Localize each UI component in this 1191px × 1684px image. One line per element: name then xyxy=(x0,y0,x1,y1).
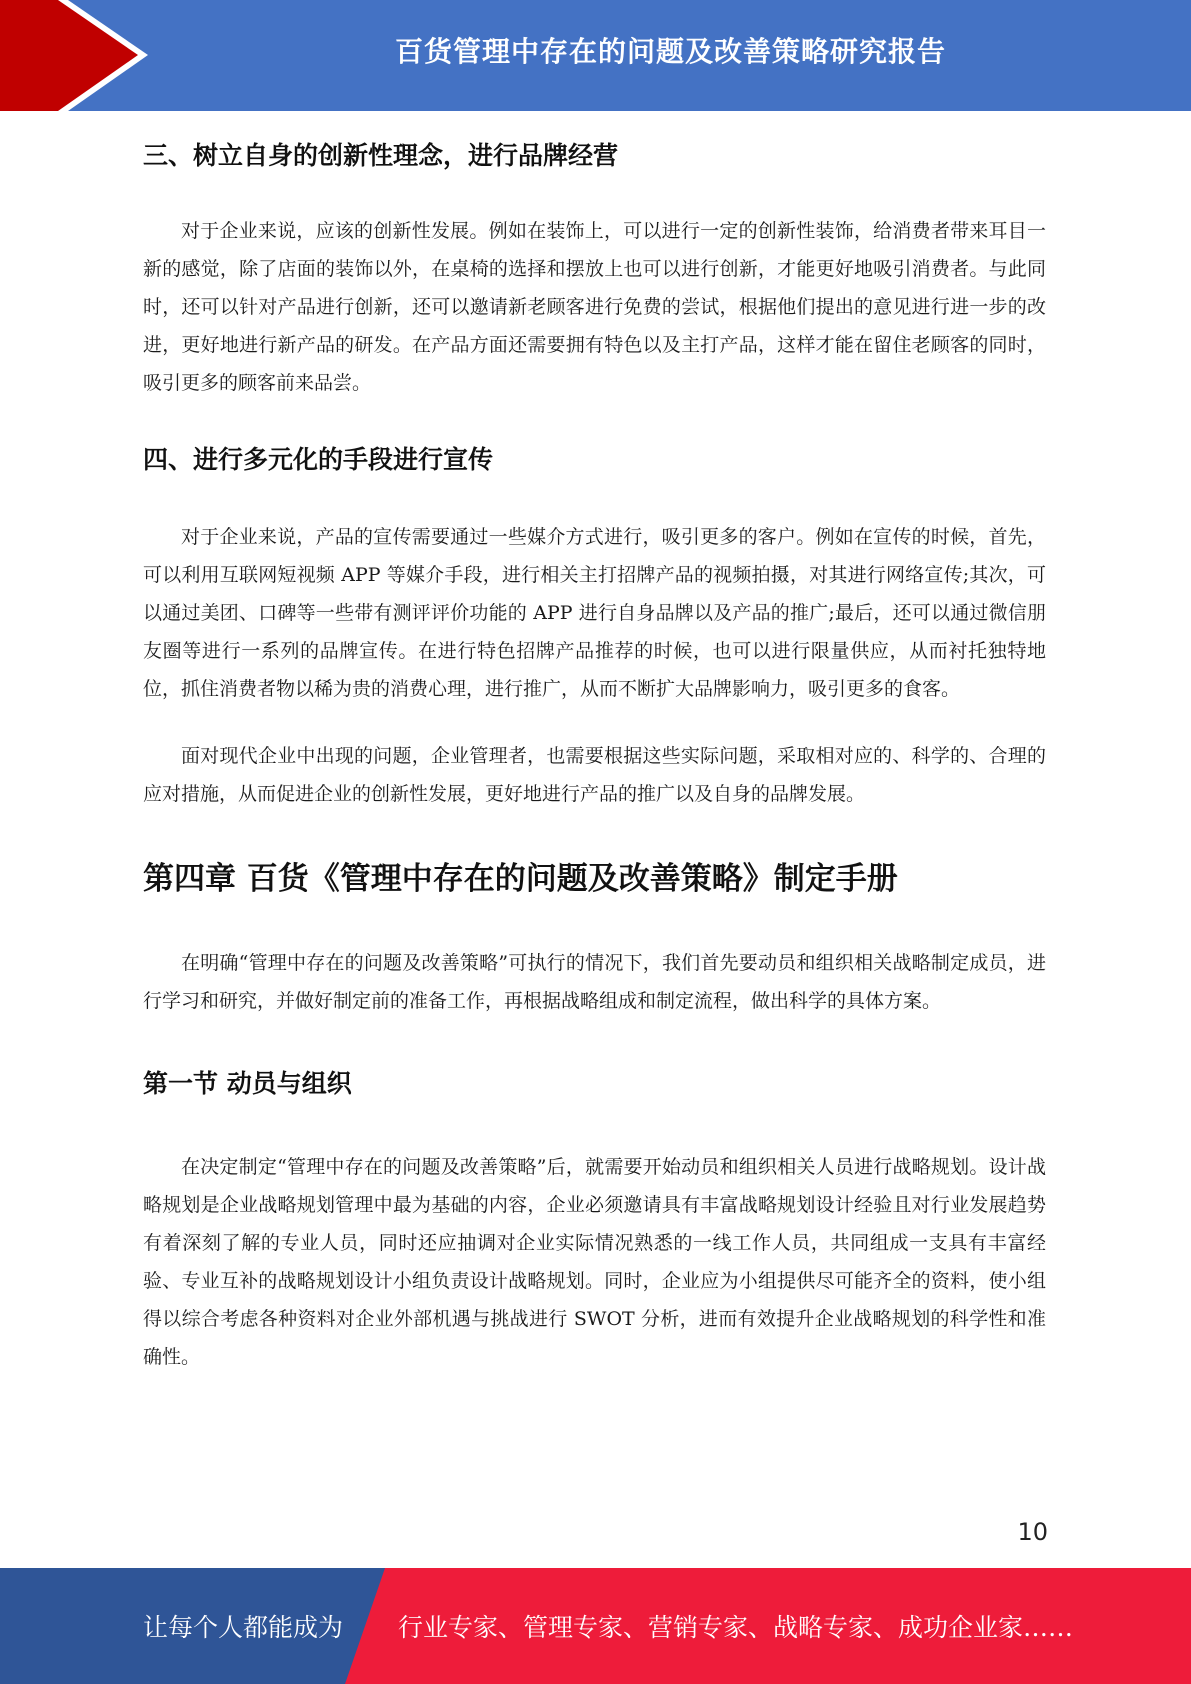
section-heading: 四、进行多元化的手段进行宣传 xyxy=(143,445,494,474)
paragraph: 在明确“管理中存在的问题及改善策略”可执行的情况下，我们首先要动员和组织相关战略制定成员，进行学习和研究，并做好制定前的准备工作，再根据战略组成和制定流程，做出科学的具体方案。 xyxy=(143,952,1046,1012)
paragraph: 面对现代企业中出现的问题，企业管理者，也需要根据这些实际问题，采取相对应的、科学的、合理的应对措施，从而促进企业的创新性发展，更好地进行产品的推广以及自身的品牌发展。 xyxy=(143,745,1046,805)
page-header xyxy=(0,0,1191,111)
footer-slogan-right: 行业专家、管理专家、营销专家、战略专家、成功企业家…… xyxy=(398,1613,1074,1642)
page-footer xyxy=(0,1568,1191,1684)
page-number: 10 xyxy=(1017,1518,1048,1546)
document-body xyxy=(143,111,1046,1376)
subsection-heading: 第一节 动员与组织 xyxy=(143,1069,352,1098)
paragraph: 在决定制定“管理中存在的问题及改善策略”后，就需要开始动员和组织相关人员进行战略规划。设计战略规划是企业战略规划管理中最为基础的内容，企业必须邀请具有丰富战略规划设计经验且对行业发展趋势有着深刻了解的专业人员，同时还应抽调对企业实际情况熟悉的一线工作人员，共同组成一支具有丰富经验、专业互补的战略规划设计小组负责设计战略规划。同时，企业应为小组提供尽可能齐全的资料，使小组得以综合考虑各种资料对企业外部机遇与挑战进行 SWOT 分析，进而有效提升企业战略规划的科学性和准确性。 xyxy=(143,1156,1046,1368)
header-arrow-decoration xyxy=(0,0,160,111)
footer-slogan-left: 让每个人都能成为 xyxy=(143,1613,344,1642)
header-title: 百货管理中存在的问题及改善策略研究报告 xyxy=(394,35,946,68)
section-heading: 三、树立自身的创新性理念，进行品牌经营 xyxy=(143,141,619,170)
paragraph: 对于企业来说，应该的创新性发展。例如在装饰上，可以进行一定的创新性装饰，给消费者带来耳目一新的感觉，除了店面的装饰以外，在桌椅的选择和摆放上也可以进行创新，才能更好地吸引消费者。与此同时，还可以针对产品进行创新，还可以邀请新老顾客进行免费的尝试，根据他们提出的意见进行进一步的改进，更好地进行新产品的研发。在产品方面还需要拥有特色以及主打产品，这样才能在留住老顾客的同时，吸引更多的顾客前来品尝。 xyxy=(143,220,1046,394)
chapter-heading: 第四章 百货《管理中存在的问题及改善策略》制定手册 xyxy=(143,861,898,897)
paragraph: 对于企业来说，产品的宣传需要通过一些媒介方式进行，吸引更多的客户。例如在宣传的时候，首先，可以利用互联网短视频 APP 等媒介手段，进行相关主打招牌产品的视频拍摄，对其进行网络宣传;其次，可以通过美团、口碑等一些带有测评评价功能的 APP 进行自身品牌以及产品的推广;最后，还可以通过微信朋友圈等进行一系列的品牌宣传。在进行特色招牌产品推荐的时候，也可以进行限量供应，从而衬托独特地位，抓住消费者物以稀为贵的消费心理，进行推广，从而不断扩大品牌影响力，吸引更多的食客。 xyxy=(143,526,1046,700)
